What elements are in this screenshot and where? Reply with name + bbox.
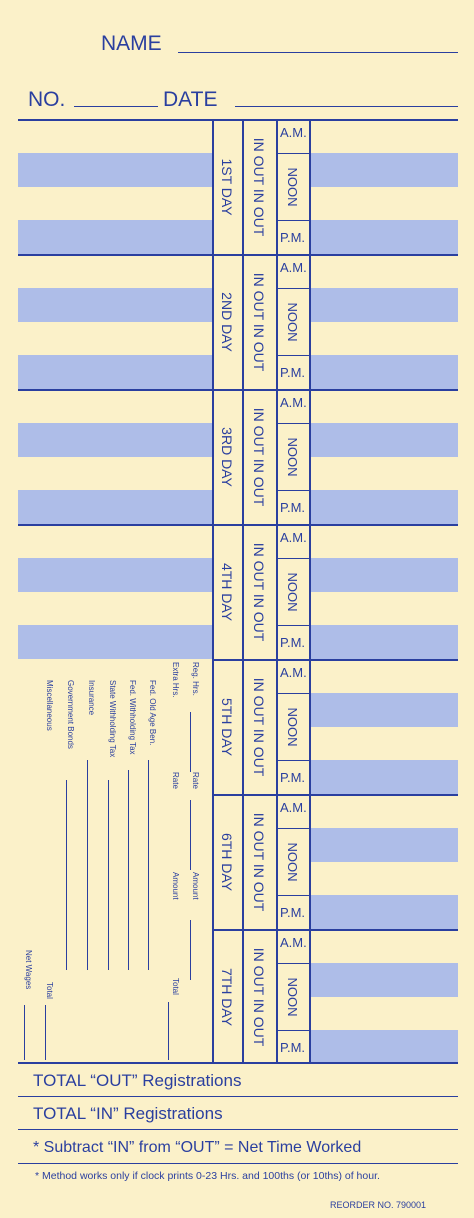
- stamp-band-right[interactable]: [311, 423, 458, 457]
- day-label: 5TH DAY: [219, 697, 235, 756]
- pm-label: P.M.: [280, 230, 306, 246]
- stamp-band-right[interactable]: [311, 288, 458, 322]
- pm-divider: [276, 220, 309, 221]
- pm-label: P.M.: [280, 635, 306, 651]
- total1-line: [168, 1002, 169, 1060]
- name-label: NAME: [101, 32, 162, 55]
- noon-label: NOON: [285, 842, 300, 881]
- miscellaneous-label: Miscellaneous: [45, 680, 54, 731]
- in-out-label: IN OUT IN OUT: [251, 542, 267, 641]
- amount2-label: Amount: [171, 872, 180, 900]
- stamp-band-left[interactable]: [18, 288, 212, 322]
- am-label: A.M.: [280, 395, 307, 410]
- day-divider: [18, 119, 458, 121]
- pm-divider: [276, 490, 309, 491]
- stamp-band-right[interactable]: [311, 490, 458, 524]
- grid-bottom: [18, 1062, 458, 1064]
- rate1-line: [190, 800, 191, 870]
- am-divider: [276, 963, 309, 964]
- stamp-band-right[interactable]: [311, 693, 458, 727]
- am-divider: [276, 423, 309, 424]
- date-label: DATE: [163, 88, 218, 111]
- day-column-line: [212, 119, 214, 1064]
- stamp-band-left[interactable]: [18, 625, 212, 659]
- method-note: * Method works only if clock prints 0-23 Hrs. and 100ths (or 10ths) of hour.: [35, 1170, 380, 1182]
- stamp-column-line: [309, 119, 311, 1064]
- day-divider: [18, 389, 458, 391]
- net-wages-label: Net Wages: [24, 950, 33, 990]
- pm-label: P.M.: [280, 770, 306, 786]
- in-out-label: IN OUT IN OUT: [251, 947, 267, 1046]
- total-out-label: TOTAL “OUT” Registrations: [33, 1071, 242, 1090]
- no-line[interactable]: [74, 106, 158, 107]
- total2-line: [45, 1005, 46, 1060]
- stamp-band-right[interactable]: [311, 558, 458, 592]
- reg-hrs-label: Reg. Hrs.: [191, 662, 200, 696]
- am-label: A.M.: [280, 260, 307, 275]
- stamp-band-right[interactable]: [311, 220, 458, 254]
- pm-divider: [276, 760, 309, 761]
- amount1-line: [190, 920, 191, 980]
- stamp-band-right[interactable]: [311, 760, 458, 794]
- stamp-band-right[interactable]: [311, 625, 458, 659]
- noon-label: NOON: [285, 572, 300, 611]
- pm-divider: [276, 1030, 309, 1031]
- pm-divider: [276, 355, 309, 356]
- pm-divider: [276, 895, 309, 896]
- total-in-label: TOTAL “IN” Registrations: [33, 1104, 223, 1123]
- am-divider: [276, 693, 309, 694]
- government-bonds-line: [66, 780, 67, 970]
- subtract-note: * Subtract “IN” from “OUT” = Net Time Worked: [33, 1139, 362, 1156]
- pm-label: P.M.: [280, 905, 306, 921]
- am-label: A.M.: [280, 935, 307, 950]
- pm-divider: [276, 625, 309, 626]
- day-divider: [212, 929, 458, 931]
- day-label: 3RD DAY: [219, 426, 235, 487]
- am-divider: [276, 558, 309, 559]
- inout-column-line: [242, 119, 244, 1064]
- day-label: 7TH DAY: [219, 967, 235, 1026]
- stamp-band-right[interactable]: [311, 1030, 458, 1064]
- name-line[interactable]: [178, 52, 458, 53]
- stamp-band-left[interactable]: [18, 355, 212, 389]
- noon-label: NOON: [285, 167, 300, 206]
- in-out-label: IN OUT IN OUT: [251, 812, 267, 911]
- stamp-band-right[interactable]: [311, 355, 458, 389]
- noon-label: NOON: [285, 437, 300, 476]
- stamp-band-right[interactable]: [311, 828, 458, 862]
- fed-old-age-label: Fed. Old Age Ben.: [148, 680, 157, 746]
- government-bonds-label: Government Bonds: [66, 680, 75, 749]
- pm-label: P.M.: [280, 1040, 306, 1056]
- stamp-band-right[interactable]: [311, 963, 458, 997]
- day-label: 1ST DAY: [219, 157, 235, 216]
- stamp-band-left[interactable]: [18, 220, 212, 254]
- day-label: 6TH DAY: [219, 832, 235, 891]
- rate1-label: Rate: [191, 772, 200, 789]
- total-out-line: [18, 1096, 458, 1097]
- am-divider: [276, 288, 309, 289]
- extra-hrs-label: Extra Hrs.: [171, 662, 180, 698]
- fed-withholding-line: [128, 770, 129, 970]
- total2-label: Total: [45, 982, 54, 999]
- stamp-band-left[interactable]: [18, 153, 212, 187]
- in-out-label: IN OUT IN OUT: [251, 677, 267, 776]
- total1-label: Total: [171, 978, 180, 995]
- pm-label: P.M.: [280, 500, 306, 516]
- insurance-line: [87, 760, 88, 970]
- day-label: 2ND DAY: [219, 291, 235, 352]
- net-wages-line: [24, 1005, 25, 1060]
- insurance-label: Insurance: [87, 680, 96, 716]
- amount1-label: Amount: [191, 872, 200, 900]
- stamp-band-left[interactable]: [18, 558, 212, 592]
- am-divider: [276, 828, 309, 829]
- day-divider: [212, 794, 458, 796]
- noon-label: NOON: [285, 977, 300, 1016]
- fed-withholding-label: Fed. Withholding Tax: [128, 680, 137, 755]
- stamp-band-right[interactable]: [311, 895, 458, 929]
- day-divider: [18, 524, 458, 526]
- pm-label: P.M.: [280, 365, 306, 381]
- state-withholding-line: [108, 780, 109, 970]
- noon-label: NOON: [285, 302, 300, 341]
- reorder-number: REORDER NO. 790001: [330, 1200, 427, 1210]
- subtract-line: [18, 1163, 458, 1164]
- stamp-band-left[interactable]: [18, 490, 212, 524]
- day-divider: [212, 659, 458, 661]
- stamp-band-right[interactable]: [311, 153, 458, 187]
- in-out-label: IN OUT IN OUT: [251, 137, 267, 236]
- in-out-label: IN OUT IN OUT: [251, 407, 267, 506]
- total-in-line: [18, 1129, 458, 1130]
- am-label: A.M.: [280, 800, 307, 815]
- fed-old-age-line: [148, 760, 149, 970]
- am-divider: [276, 153, 309, 154]
- date-line[interactable]: [235, 106, 458, 107]
- reg-hrs-line: [190, 712, 191, 772]
- am-label: A.M.: [280, 125, 307, 140]
- state-withholding-label: State Withholding Tax: [108, 680, 117, 758]
- noon-label: NOON: [285, 707, 300, 746]
- am-label: A.M.: [280, 530, 307, 545]
- in-out-label: IN OUT IN OUT: [251, 272, 267, 371]
- am-label: A.M.: [280, 665, 307, 680]
- period-column-line: [276, 119, 278, 1064]
- day-divider: [18, 254, 458, 256]
- day-label: 4TH DAY: [219, 562, 235, 621]
- no-label: NO.: [28, 88, 66, 111]
- stamp-band-left[interactable]: [18, 423, 212, 457]
- rate2-label: Rate: [171, 772, 180, 789]
